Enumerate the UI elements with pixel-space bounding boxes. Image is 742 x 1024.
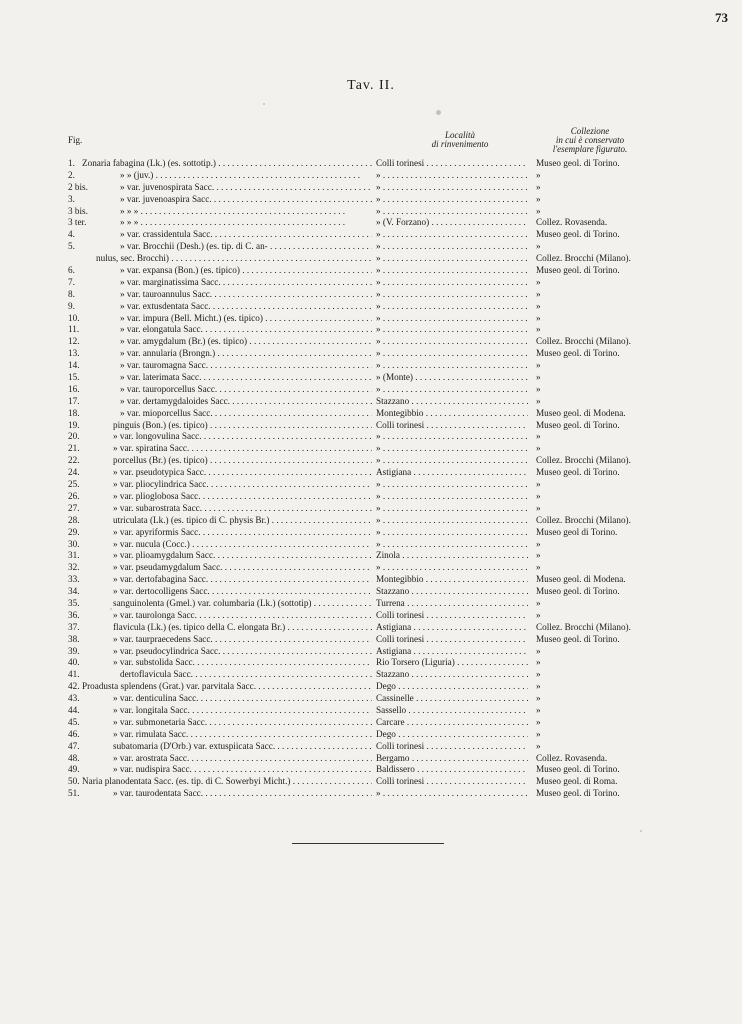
collection: »	[536, 241, 541, 252]
collection: Museo geol. di Torino.	[536, 633, 620, 644]
specimen-description: nulus, sec. Brocchi) . . .	[96, 253, 372, 265]
locality: Stazzano . . .	[376, 586, 528, 598]
locality: » . . .	[376, 324, 528, 336]
specimen-description: » var. dertamygdaloides Sacc. . . .	[120, 396, 372, 408]
locality: » . . .	[376, 170, 528, 182]
specimen-description: » var. elongatula Sacc. . . .	[120, 324, 372, 336]
specimen-description: » var. amygdalum (Br.) (es. tipico) . . .	[120, 336, 372, 348]
table-row	[0, 657, 742, 669]
fig-number: 18.	[68, 407, 80, 418]
table-row	[0, 646, 742, 658]
table-row	[0, 396, 742, 408]
collection: Museo geol. di Torino.	[536, 467, 620, 478]
table-row	[0, 420, 742, 432]
locality: » . . .	[376, 788, 528, 800]
locality: » (V. Forzano) . . .	[376, 217, 528, 229]
locality: » . . .	[376, 194, 528, 206]
locality: » . . .	[376, 527, 528, 539]
fig-number: 20.	[68, 431, 80, 442]
collection: »	[536, 597, 541, 608]
paper-speck	[110, 608, 112, 610]
specimen-description: » var. impura (Bell. Micht.) (es. tipico) . . .	[120, 313, 372, 325]
specimen-description: » var. taurolonga Sacc. . . .	[113, 610, 372, 622]
table-row	[0, 408, 742, 420]
specimen-description: » var. laterimata Sacc. . . .	[120, 372, 372, 384]
table-row	[0, 634, 742, 646]
locality: » . . .	[376, 289, 528, 301]
specimen-description: » var. taurpraecedens Sacc. . . .	[113, 634, 372, 646]
fig-number: 30.	[68, 538, 80, 549]
fig-number: 50.	[68, 776, 80, 787]
header-collection-line: l'esemplare figurato.	[552, 144, 628, 154]
specimen-description: » var. crassidentula Sacc. . . .	[120, 229, 372, 241]
fig-number: 32.	[68, 562, 80, 573]
specimen-description: » var. tauroannulus Sacc. . . .	[120, 289, 372, 301]
fig-number: 2.	[68, 169, 75, 180]
table-row	[0, 467, 742, 479]
collection: Museo geol. di Modena.	[536, 574, 626, 585]
locality: Dego . . .	[376, 729, 528, 741]
table-row	[0, 289, 742, 301]
locality: » . . .	[376, 241, 528, 253]
collection: Museo geol. di Torino.	[536, 348, 620, 359]
collection: »	[536, 479, 541, 490]
fig-number: 38.	[68, 633, 80, 644]
specimen-description: » var. nudispira Sacc. . . .	[113, 764, 372, 776]
specimen-description: » var. tauroporcellus Sacc. . . .	[120, 384, 372, 396]
table-row	[0, 372, 742, 384]
collection: Collez. Brocchi (Milano).	[536, 336, 631, 347]
specimen-description: dertoflavicula Sacc. . . .	[120, 669, 372, 681]
collection: »	[536, 645, 541, 656]
collection: Collez. Brocchi (Milano).	[536, 514, 631, 525]
collection: Museo geol. di Torino.	[536, 229, 620, 240]
collection: »	[536, 181, 541, 192]
fig-number: 4.	[68, 229, 75, 240]
fig-number: 25.	[68, 479, 80, 490]
fig-number: 31.	[68, 550, 80, 561]
table-row	[0, 170, 742, 182]
locality: Dego . . .	[376, 681, 528, 693]
fig-number: 49.	[68, 764, 80, 775]
specimen-description: » var. mioporcellus Sacc. . . .	[120, 408, 372, 420]
specimen-description: » var. substolida Sacc. . . .	[113, 657, 372, 669]
collection: »	[536, 205, 541, 216]
collection: »	[536, 681, 541, 692]
fig-number: 3.	[68, 193, 75, 204]
locality: Carcare . . .	[376, 717, 528, 729]
specimen-description: Proadusta splendens (Grat.) var. parvitala Sacc. . . .	[82, 681, 372, 693]
locality: » . . .	[376, 265, 528, 277]
fig-number: 7.	[68, 276, 75, 287]
specimen-description: porcellus (Br.) (es. tipico) . . .	[113, 455, 372, 467]
locality: » . . .	[376, 503, 528, 515]
fig-number: 35.	[68, 597, 80, 608]
locality: » . . .	[376, 229, 528, 241]
fig-number: 22.	[68, 455, 80, 466]
collection: Museo geol. di Roma.	[536, 776, 618, 787]
locality: » . . .	[376, 479, 528, 491]
specimen-description: Naria planodentata Sacc. (es. tip. di C. Sowerbyi Micht.) . . .	[82, 776, 372, 788]
table-row	[0, 586, 742, 598]
specimen-description: » var. marginatissima Sacc. . . .	[120, 277, 372, 289]
page-number: 73	[715, 10, 728, 25]
table-row	[0, 515, 742, 527]
collection: »	[536, 669, 541, 680]
table-row	[0, 669, 742, 681]
locality: » . . .	[376, 301, 528, 313]
table-row	[0, 562, 742, 574]
fig-number: 44.	[68, 704, 80, 715]
specimen-description: » var. annularia (Brongn.) . . .	[120, 348, 372, 360]
collection: »	[536, 288, 541, 299]
locality: » . . .	[376, 384, 528, 396]
header-collection-line: in cui è conservato	[555, 135, 625, 145]
collection: »	[536, 562, 541, 573]
table-row	[0, 360, 742, 372]
fig-number: 21.	[68, 443, 80, 454]
table-row	[0, 610, 742, 622]
fig-number: 6.	[68, 265, 75, 276]
fig-number: 48.	[68, 752, 80, 763]
specimen-description: » var. spiratina Sacc. . . .	[113, 443, 372, 455]
table-row	[0, 705, 742, 717]
locality: Astigiana . . .	[376, 467, 528, 479]
fig-number: 8.	[68, 288, 75, 299]
locality: Stazzano . . .	[376, 396, 528, 408]
specimen-description: » var. plioglobosa Sacc. . . .	[113, 491, 372, 503]
table-row	[0, 253, 742, 265]
table-row	[0, 348, 742, 360]
fig-number: 11.	[68, 324, 80, 335]
locality: Montegibbio . . .	[376, 574, 528, 586]
fig-number: 2 bis.	[68, 181, 88, 192]
paper-speck	[263, 103, 265, 105]
specimen-description: » var. pliocylindrica Sacc. . . .	[113, 479, 372, 491]
specimen-description: » var. extusdentata Sacc. . . .	[120, 301, 372, 313]
specimen-description: subatomaria (D'Orb.) var. extuspiicata Sacc. . . .	[113, 741, 372, 753]
fig-number: 1.	[68, 158, 75, 168]
locality: Baldissero . . .	[376, 764, 528, 776]
specimen-description: » var. pseudamygdalum Sacc. . . .	[113, 562, 372, 574]
specimen-description: » var. taurodentata Sacc. . . .	[113, 788, 372, 800]
locality: » . . .	[376, 431, 528, 443]
locality: » . . .	[376, 491, 528, 503]
collection: Museo geol. di Modena.	[536, 407, 626, 418]
closing-rule	[292, 843, 444, 844]
specimen-description: » var. expansa (Bon.) (es. tipico) . . .	[120, 265, 372, 277]
table-row	[0, 206, 742, 218]
locality: » . . .	[376, 455, 528, 467]
fig-number: 19.	[68, 419, 80, 430]
table-row	[0, 301, 742, 313]
collection: Collez. Rovasenda.	[536, 752, 608, 763]
fig-number: 43.	[68, 693, 80, 704]
collection: »	[536, 276, 541, 287]
collection: »	[536, 193, 541, 204]
table-row	[0, 753, 742, 765]
locality: Colli torinesi . . .	[376, 610, 528, 622]
specimen-description: » var. plioamygdalum Sacc. . . .	[113, 550, 372, 562]
locality: Astigiana . . .	[376, 646, 528, 658]
plate-title: Tav. II.	[347, 78, 395, 93]
collection: Museo geol. di Torino.	[536, 586, 620, 597]
fig-number: 13.	[68, 348, 80, 359]
locality: Zinola . . .	[376, 550, 528, 562]
locality: » . . .	[376, 336, 528, 348]
collection: »	[536, 395, 541, 406]
collection: »	[536, 609, 541, 620]
specimen-description: » var. Brocchii (Desh.) (es. tip. di C. an- . . .	[120, 241, 372, 253]
specimen-description: » var. nucula (Cocc.) . . .	[113, 539, 372, 551]
locality: Colli torinesi . . .	[376, 158, 528, 170]
specimen-description: » var. tauromagna Sacc. . . .	[120, 360, 372, 372]
specimen-description: » var. dertocolligens Sacc. . . .	[113, 586, 372, 598]
collection: »	[536, 716, 541, 727]
collection: Museo geol. di Torino.	[536, 158, 620, 168]
collection: »	[536, 312, 541, 323]
header-locality	[400, 131, 520, 149]
fig-number: 27.	[68, 502, 80, 513]
collection: Museo geol. di Torino.	[536, 265, 620, 276]
table-row	[0, 313, 742, 325]
collection: Museo geol di Torino.	[536, 526, 618, 537]
table-row	[0, 277, 742, 289]
specimen-description: » » (juv.) . . .	[120, 170, 372, 182]
fig-number: 3 ter.	[68, 217, 87, 228]
fig-number: 9.	[68, 300, 75, 311]
collection: Collez. Brocchi (Milano).	[536, 621, 631, 632]
locality: Montegibbio . . .	[376, 408, 528, 420]
table-row	[0, 622, 742, 634]
specimen-description: » var. dertofabagina Sacc. . . .	[113, 574, 372, 586]
fig-number: 24.	[68, 467, 80, 478]
fig-number: 26.	[68, 490, 80, 501]
fig-number: 39.	[68, 645, 80, 656]
specimen-description: sanguinolenta (Gmel.) var. columbaria (Lk.) (sottotip) . . .	[113, 598, 372, 610]
locality: » . . .	[376, 562, 528, 574]
table-row	[0, 443, 742, 455]
table-row	[0, 217, 742, 229]
collection: »	[536, 550, 541, 561]
table-row	[0, 503, 742, 515]
locality: Sassello . . .	[376, 705, 528, 717]
locality: » (Monte) . . .	[376, 372, 528, 384]
collection: »	[536, 728, 541, 739]
header-locality-line: di rinvenimento	[431, 139, 489, 149]
locality: » . . .	[376, 539, 528, 551]
fig-number: 46.	[68, 728, 80, 739]
collection: »	[536, 372, 541, 383]
collection: »	[536, 502, 541, 513]
specimen-description: » var. juvenospirata Sacc. . . .	[120, 182, 372, 194]
table-row	[0, 479, 742, 491]
fig-number: 37.	[68, 621, 80, 632]
header-collection	[532, 127, 648, 154]
specimen-description: » var. apyriformis Sacc. . . .	[113, 527, 372, 539]
fig-number: 51.	[68, 788, 80, 799]
locality: » . . .	[376, 182, 528, 194]
table-row	[0, 336, 742, 348]
collection: »	[536, 383, 541, 394]
table-row	[0, 681, 742, 693]
specimen-description: » » » . . .	[120, 206, 372, 218]
table-row	[0, 265, 742, 277]
table-row	[0, 539, 742, 551]
fig-number: 42.	[68, 681, 80, 692]
fig-number: 14.	[68, 360, 80, 371]
locality: » . . .	[376, 348, 528, 360]
locality: » . . .	[376, 443, 528, 455]
locality: » . . .	[376, 515, 528, 527]
locality: Stazzano . . .	[376, 669, 528, 681]
locality: Cassinelle . . .	[376, 693, 528, 705]
collection: »	[536, 324, 541, 335]
locality: Colli torinesi . . .	[376, 420, 528, 432]
header-collection-line: Collezione	[570, 126, 610, 136]
fig-number: 17.	[68, 395, 80, 406]
table-row	[0, 182, 742, 194]
header-locality-line: Località	[444, 130, 475, 140]
collection: Collez. Brocchi (Milano).	[536, 455, 631, 466]
paper-speck	[640, 830, 642, 832]
locality: Bergamo . . .	[376, 753, 528, 765]
specimen-description: » var. longovulina Sacc. . . .	[113, 431, 372, 443]
fig-number: 34.	[68, 586, 80, 597]
table-row	[0, 527, 742, 539]
collection: Collez. Rovasenda.	[536, 217, 608, 228]
locality: Rio Torsero (Liguria) . . .	[376, 657, 528, 669]
collection: Museo geol. di Torino.	[536, 764, 620, 775]
specimen-description: » var. submonetaria Sacc. . . .	[113, 717, 372, 729]
table-row	[0, 431, 742, 443]
table-row	[0, 491, 742, 503]
specimen-description: » var. longitala Sacc. . . .	[113, 705, 372, 717]
locality: Colli torinesi . . .	[376, 634, 528, 646]
collection: Collez. Brocchi (Milano).	[536, 253, 631, 264]
table-row	[0, 776, 742, 788]
table-row	[0, 741, 742, 753]
specimen-description: » var. arostrata Sacc. . . .	[113, 753, 372, 765]
specimen-description: » » » . . .	[120, 217, 372, 229]
collection: »	[536, 693, 541, 704]
locality: » . . .	[376, 360, 528, 372]
specimen-description: » var. pseudotypica Sacc. . . .	[113, 467, 372, 479]
paper-speck	[436, 110, 441, 115]
locality: » . . .	[376, 253, 528, 265]
collection: »	[536, 431, 541, 442]
collection: »	[536, 538, 541, 549]
fig-number: 3 bis.	[68, 205, 88, 216]
collection: »	[536, 169, 541, 180]
table-row	[0, 158, 742, 170]
table-row	[0, 229, 742, 241]
fig-number: 36.	[68, 609, 80, 620]
fig-number: 33.	[68, 574, 80, 585]
fig-number: 47.	[68, 740, 80, 751]
collection: Museo geol. di Torino.	[536, 419, 620, 430]
table-row	[0, 324, 742, 336]
locality: » . . .	[376, 277, 528, 289]
header-fig: Fig.	[68, 135, 83, 145]
table-row	[0, 693, 742, 705]
specimen-description: » var. rimulata Sacc. . . .	[113, 729, 372, 741]
locality: Colli torinesi . . .	[376, 776, 528, 788]
collection: Museo geol. di Torino.	[536, 788, 620, 799]
table-row	[0, 717, 742, 729]
fig-number: 5.	[68, 241, 75, 252]
collection: »	[536, 490, 541, 501]
collection: »	[536, 443, 541, 454]
fig-number: 29.	[68, 526, 80, 537]
fig-number: 12.	[68, 336, 80, 347]
fig-number: 45.	[68, 716, 80, 727]
specimen-description: » var. subarostrata Sacc. . . .	[113, 503, 372, 515]
specimen-description: » var. juvenoaspira Sacc. . . .	[120, 194, 372, 206]
table-row	[0, 729, 742, 741]
specimen-description: pinguis (Bon.) (es. tipico) . . .	[113, 420, 372, 432]
table-row	[0, 194, 742, 206]
specimen-description: utriculata (Lk.) (es. tipico di C. physis Br.) . . .	[113, 515, 372, 527]
specimen-description: » var. denticulina Sacc. . . .	[113, 693, 372, 705]
locality: Colli torinesi . . .	[376, 741, 528, 753]
table-row	[0, 550, 742, 562]
collection: »	[536, 657, 541, 668]
table-row	[0, 384, 742, 396]
table-row	[0, 764, 742, 776]
specimen-description: Zonaria fabagina (Lk.) (es. sottotip.) . . .	[82, 158, 372, 170]
collection: »	[536, 704, 541, 715]
fig-number: 41.	[68, 669, 80, 680]
table-row	[0, 455, 742, 467]
collection: »	[536, 300, 541, 311]
fig-number: 10.	[68, 312, 80, 323]
specimen-description: » var. pseudocylindrica Sacc. . . .	[113, 646, 372, 658]
table-row	[0, 788, 742, 800]
fig-number: 15.	[68, 372, 80, 383]
fig-number: 28.	[68, 514, 80, 525]
fig-number: 16.	[68, 383, 80, 394]
locality: Astigiana . . .	[376, 622, 528, 634]
plate-table	[0, 158, 742, 800]
locality: Turrena . . .	[376, 598, 528, 610]
fig-number: 40.	[68, 657, 80, 668]
table-row	[0, 241, 742, 253]
locality: » . . .	[376, 206, 528, 218]
collection: »	[536, 360, 541, 371]
locality: » . . .	[376, 313, 528, 325]
specimen-description: flavicula (Lk.) (es. tipico della C. elongata Br.) . . .	[113, 622, 372, 634]
collection: »	[536, 740, 541, 751]
table-row	[0, 574, 742, 586]
